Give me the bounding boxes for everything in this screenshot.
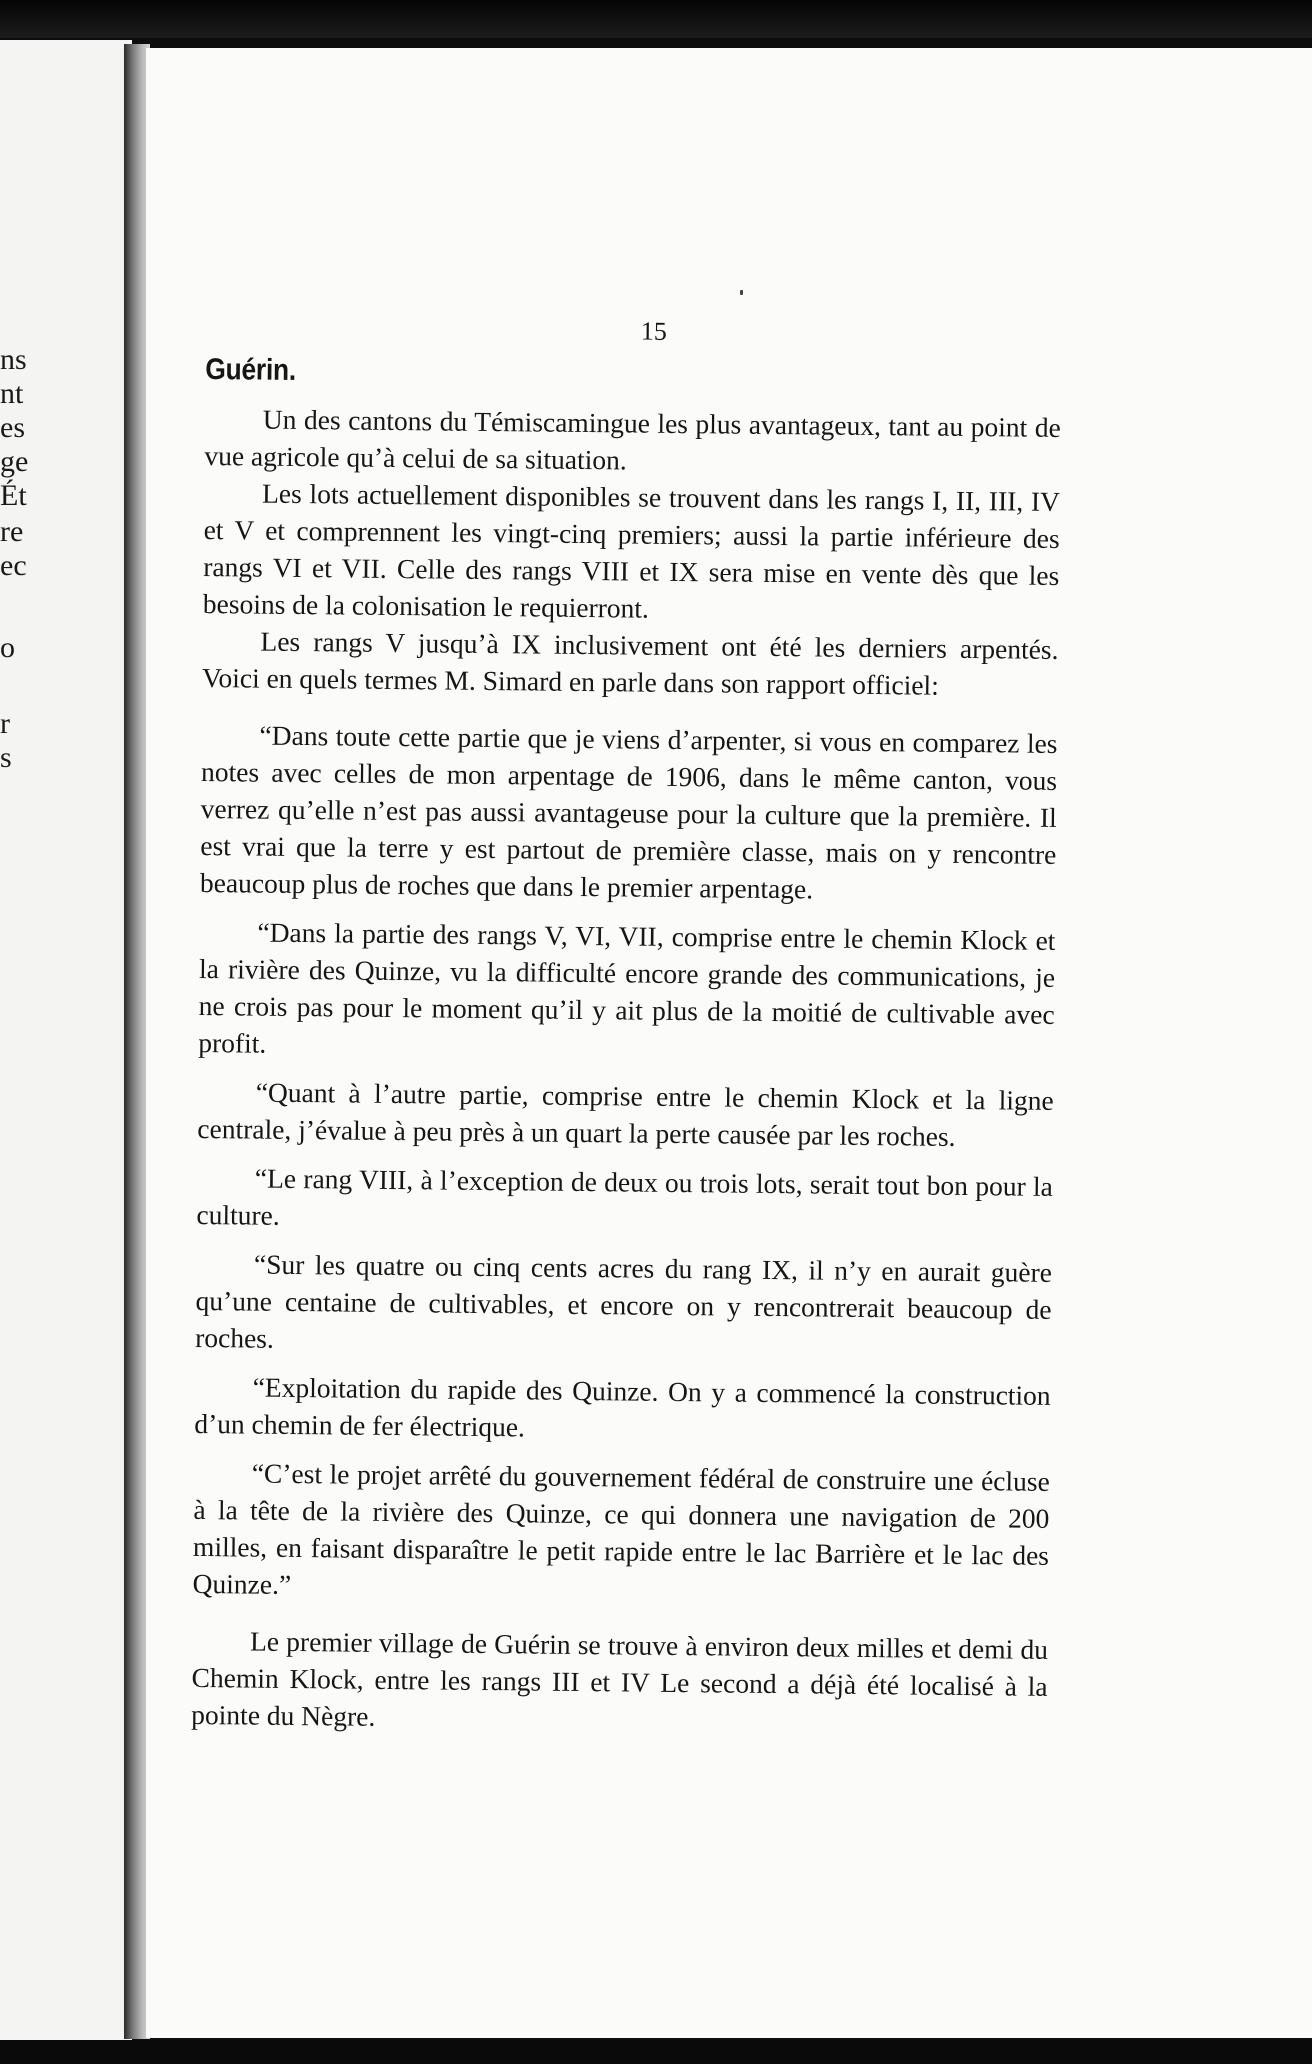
left-page-fragment: o bbox=[0, 631, 15, 664]
left-page-fragment: ec bbox=[0, 549, 27, 582]
left-page-fragment: Ét bbox=[0, 479, 27, 512]
quote-paragraph: “Dans la partie des rangs V, VI, VII, comprise entre le chemin Klock et la rivière des Quinze, vu la difficulté encore grande des communications, je ne crois pas pour le moment qu’il y ait plus de la moitié de cultivable avec profit. bbox=[198, 916, 1056, 1059]
section-heading: Guérin. bbox=[205, 352, 297, 387]
quote-paragraph: “Dans toute cette partie que je viens d’arpenter, si vous en comparez les notes avec celles de mon arpentage de 1906, dans le même canton, vous verrez qu’elle n’est pas aussi avantageuse pour la culture que la première. Il est vrai que la terre y est partout de première classe, mais on y rencontre beaucoup plus de roches que dans le premier arpentage. bbox=[199, 719, 1058, 905]
left-page-fragment: s bbox=[0, 741, 12, 774]
quote-paragraph: “Sur les quatre ou cinq cents acres du rang IX, il n’y en aurait guère qu’une centaine de cultivables, et encore on y rencontrerait beaucoup de roches. bbox=[195, 1248, 1053, 1354]
body-paragraph: Un des cantons du Témiscamingue les plus avantageux, tant au point de vue agricole qu’à celui de sa situation. bbox=[204, 403, 1061, 476]
closing-paragraph: Le premier village de Guérin se trouve à environ deux milles et demi du Chemin Klock, entre les rangs III et IV Le second a déjà été localisé à la pointe du Nègre. bbox=[191, 1625, 1049, 1732]
quote-paragraph: “Le rang VIII, à l’exception de deux ou trois lots, serait tout bon pour la culture. bbox=[196, 1162, 1054, 1231]
page-number: 15 bbox=[640, 316, 667, 346]
left-page-fragment: nt bbox=[0, 377, 24, 410]
left-page-fragment: re bbox=[0, 515, 24, 548]
scan-frame-bottom bbox=[0, 2040, 1312, 2064]
body-paragraph: Les rangs V jusqu’à IX inclusivement ont été les derniers arpentés. Voici en quels termes M. Simard en parle dans son rapport officiel: bbox=[201, 625, 1059, 701]
left-page-edge bbox=[0, 40, 132, 2045]
quote-paragraph: “Quant à l’autre partie, comprise entre le chemin Klock et la ligne centrale, j’évalue à peu près à un quart la perte causée par les roches. bbox=[197, 1076, 1054, 1152]
left-page-fragment: ns bbox=[0, 343, 27, 376]
left-page-fragment: ge bbox=[0, 445, 29, 478]
quote-paragraph: “C’est le projet arrêté du gouvernement fédéral de construire une écluse à la tête de la rivière des Quinze, ce qui donnera une navigation de 200 milles, en faisant disparaître le petit rapide entre le lac Barrière et le lac des Quinze.” bbox=[192, 1457, 1050, 1600]
body-paragraph: Les lots actuellement disponibles se trouvent dans les rangs I, II, III, IV et V et comprennent les vingt-cinq premiers; aussi la partie inférieure des rangs VI et VII. Celle des rangs VIII et IX sera mise en vente dès que les besoins de la colonisation le requierront. bbox=[202, 477, 1061, 624]
left-page-fragment: r bbox=[0, 707, 10, 740]
left-page-fragment: es bbox=[0, 411, 25, 444]
quote-paragraph: “Exploitation du rapide des Quinze. On y a commencé la construction d’un chemin de fer électrique. bbox=[194, 1371, 1051, 1443]
scan-speck bbox=[740, 290, 743, 295]
page-content bbox=[191, 308, 1062, 1742]
book-page bbox=[146, 48, 1312, 2038]
scan-frame-top bbox=[0, 0, 1312, 38]
